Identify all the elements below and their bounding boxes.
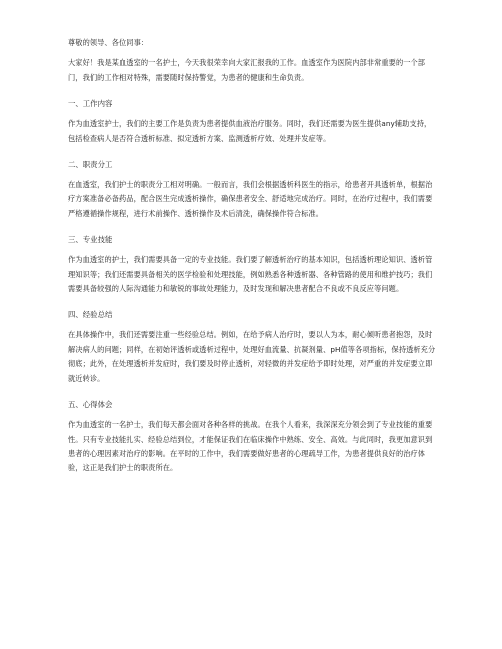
section-heading: 四、经验总结 (68, 310, 113, 320)
section-reflections (68, 398, 436, 476)
section-body: 作为血透室的护士，我们需要具备一定的专业技能。我们要了解透析治疗的基本知识，包括透析理论知识、透析管理知识等；我们还需要具备相关的医学检验和处理技能，例如熟悉各种透析器、各种管路的使用和维护技巧；我们需要具备较强的人际沟通能力和敏锐的事故处理能力，及时发现和解决患者配合不良或不良反应等问题。 (68, 255, 433, 294)
section-duties (68, 158, 436, 221)
section-body: 在血透室，我们护士的职责分工相对明确。一般而言，我们会根据透析科医生的指示，给患者开具透析单，根据治疗方案准备必备药品，配合医生完成透析操作，确保患者安全、舒适地完成治疗。同时，在治疗过程中，我们需要严格遵循操作规程，进行术前操作、透析操作及术后清洗，确保操作符合标准。 (68, 180, 433, 218)
section-body: 作为血透室的一名护士，我们每天都会面对各种各样的挑战。在我个人看来，我深深充分领会到了专业技能的重要性。只有专业技能扎实、经验总结到位，才能保证我们在临床操作中熟练、安全、高效。与此同时，我更加意识到患者的心理因素对治疗的影响。在平时的工作中，我们需要做好患者的心理疏导工作，为患者提供良好的治疗体验，这正是我们护士的职责所在。 (68, 420, 433, 473)
section-body: 在具体操作中，我们还需要注重一些经验总结。例如，在给予病人治疗时，要以人为本，耐心倾听患者抱怨，及时解决病人的问题；同样，在初始评透析或透析过程中，处理好血流量、抗凝剂量、pH值等各项指标，保持透析充分彻底；此外，在处理透析并发症时，我们要及时停止透析，对轻微的并发症给予即时处理，对严重的并发症要立即就近转诊。 (68, 330, 436, 383)
section-body: 作为血透室护士，我们的主要工作是负责为患者提供血液治疗服务。同时，我们还需要为医生提供any辅助支持，包括检查病人是否符合透析标准、拟定透析方案、监测透析疗效、处理并发症等。 (68, 119, 432, 143)
greeting: 尊敬的领导、各位同事： (68, 38, 149, 47)
section-heading: 五、心得体会 (68, 400, 113, 410)
intro-paragraph: 大家好！我是某血透室的一名护士，今天我很荣幸向大家汇报我的工作。血透室作为医院内部非常重要的一个部门，我们的工作相对特殊，需要随时保持警觉，为患者的健康和生命负责。 (68, 58, 426, 82)
section-heading: 二、职责分工 (68, 160, 113, 170)
section-skills (68, 233, 436, 296)
section-work-content (68, 97, 436, 146)
section-heading: 一、工作内容 (68, 99, 113, 109)
section-heading: 三、专业技能 (68, 235, 113, 245)
section-experience (68, 308, 436, 386)
document-body (68, 36, 436, 488)
